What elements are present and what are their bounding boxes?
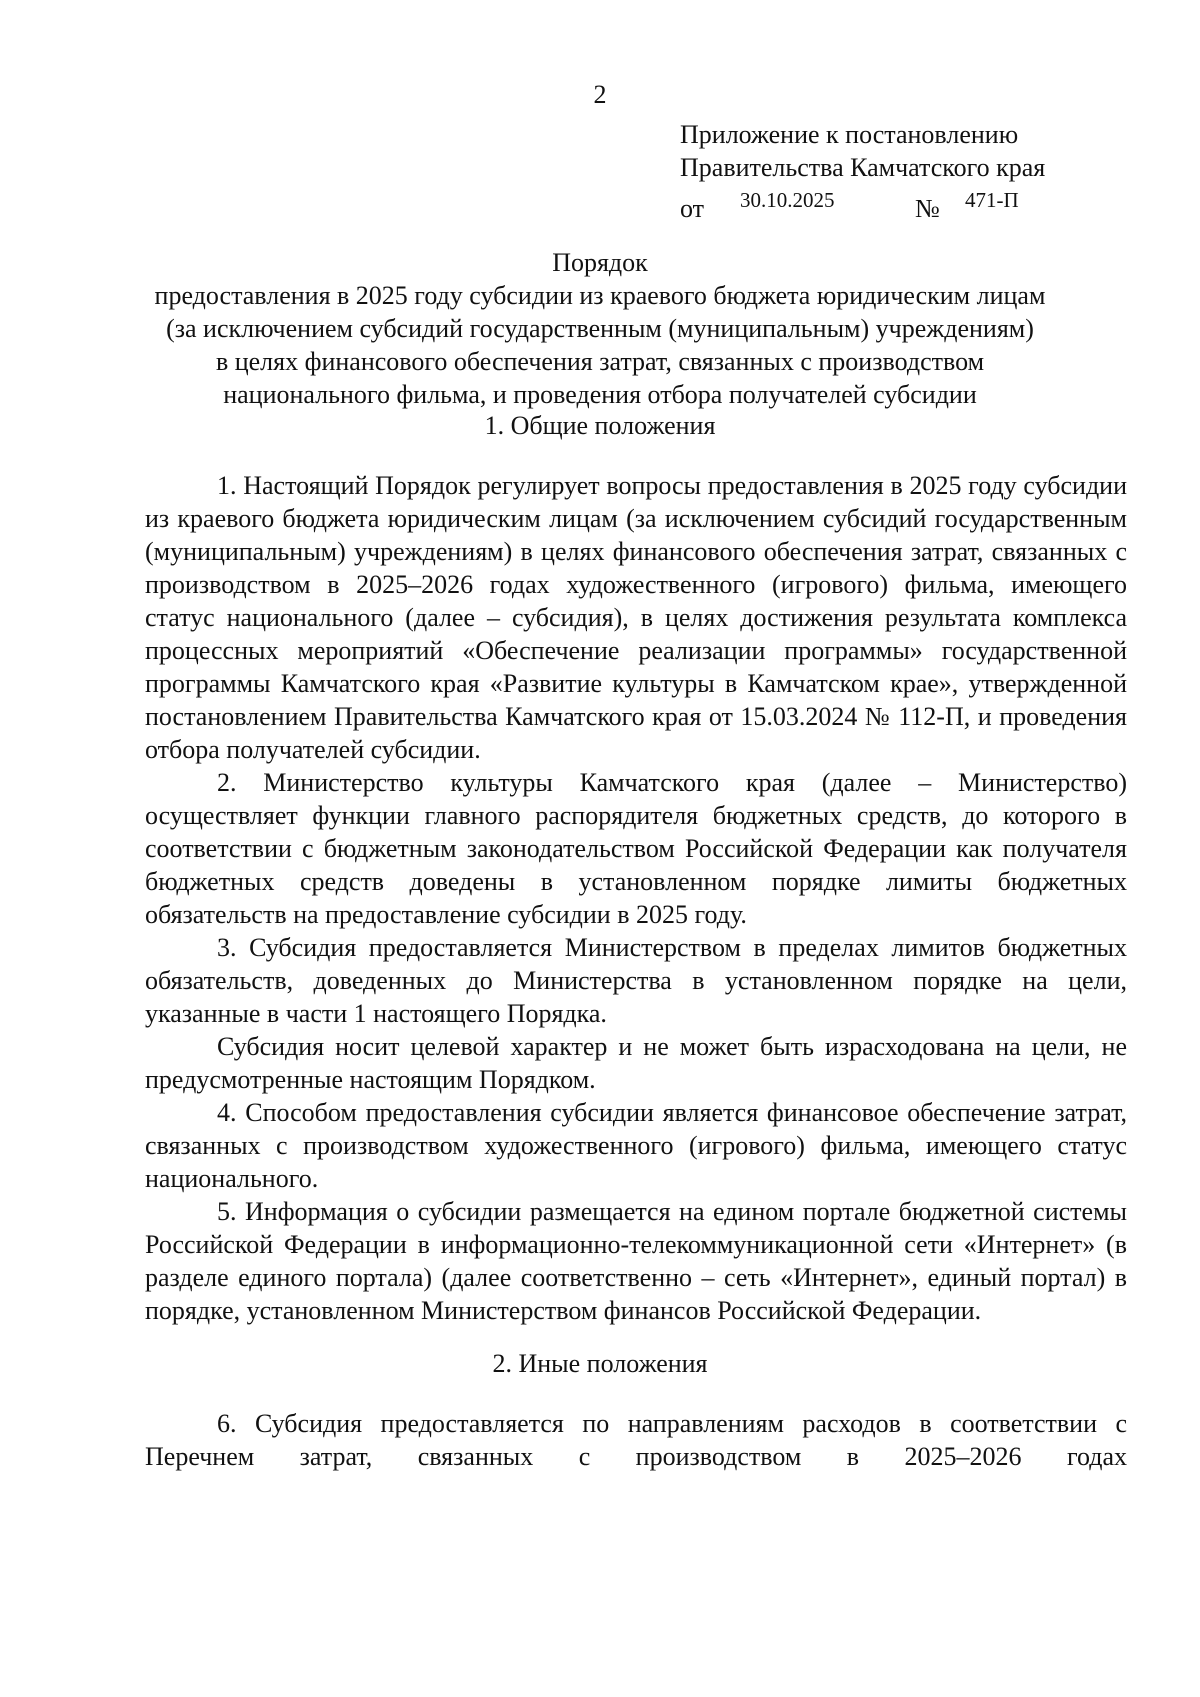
page-number: 2 <box>593 80 607 109</box>
appendix-date-line <box>680 184 1080 223</box>
title-line: в целях финансового обеспечения затрат, связанных с производством <box>215 347 985 376</box>
resolution-number: 471-П <box>965 188 1019 212</box>
number-label: № <box>915 194 940 223</box>
appendix-block <box>680 118 1080 223</box>
section-2-body <box>145 1407 1127 1473</box>
section-1-body <box>145 469 1127 1327</box>
paragraph: 1. Настоящий Порядок регулирует вопросы предоставления в 2025 году субсидии из краевого бюджета юридическим лицам (за исключением субсидий государственным (муниципальным) учреждениям) в целях финансового обеспечения затрат, связанных с производством в 2025–2026 годах художественного (игрового) фильма, имеющего статус национального (далее – субсидия), в целях достижения результата комплекса процессных мероприятий «Обеспечение реализации программы» государственной программы Камчатского края «Развитие культуры в Камчатском крае», утвержденной постановлением Правительства Камчатского края от 15.03.2024 № 112-П, и проведения отбора получателей субсидии. <box>145 471 1127 764</box>
from-label: от <box>680 194 705 223</box>
title-heading: Порядок <box>552 248 648 277</box>
title-line: предоставления в 2025 году субсидии из краевого бюджета юридическим лицам <box>154 281 1046 310</box>
resolution-date: 30.10.2025 <box>740 188 835 212</box>
paragraph: 2. Министерство культуры Камчатского края (далее – Министерство) осуществляет функции главного распорядителя бюджетных средств, до которого в соответствии с бюджетным законодательством Российской Федерации как получателя бюджетных средств доведены в установленном порядке лимиты бюджетных обязательств на предоставление субсидии в 2025 году. <box>145 768 1127 929</box>
paragraph: 5. Информация о субсидии размещается на едином портале бюджетной системы Российской Федерации в информационно-телекоммуникационной сети «Интернет» (в разделе единого портала) (далее соответственно – сеть «Интернет», единый портал) в порядке, установленном Министерством финансов Российской Федерации. <box>145 1197 1127 1325</box>
paragraph: 3. Субсидия предоставляется Министерством в пределах лимитов бюджетных обязательств, доведенных до Министерства в установленном порядке на цели, указанные в части 1 настоящего Порядка. <box>145 933 1127 1028</box>
paragraph: Субсидия носит целевой характер и не может быть израсходована на цели, не предусмотренные настоящим Порядком. <box>145 1032 1127 1094</box>
appendix-line-2: Правительства Камчатского края <box>680 153 1046 182</box>
paragraph: 4. Способом предоставления субсидии является финансовое обеспечение затрат, связанных с производством художественного (игрового) фильма, имеющего статус национального. <box>145 1098 1127 1193</box>
appendix-line-1: Приложение к постановлению <box>680 120 1019 149</box>
title-line: (за исключением субсидий государственным (муниципальным) учреждениям) <box>166 314 1034 343</box>
document-title <box>130 246 1070 411</box>
paragraph: 6. Субсидия предоставляется по направлениям расходов в соответствии с Перечнем затрат, связанных с производством в 2025–2026 годах <box>145 1409 1127 1471</box>
title-line: национального фильма, и проведения отбора получателей субсидии <box>223 380 977 409</box>
section-2-heading: 2. Иные положения <box>492 1349 708 1378</box>
section-1-heading: 1. Общие положения <box>484 411 716 440</box>
